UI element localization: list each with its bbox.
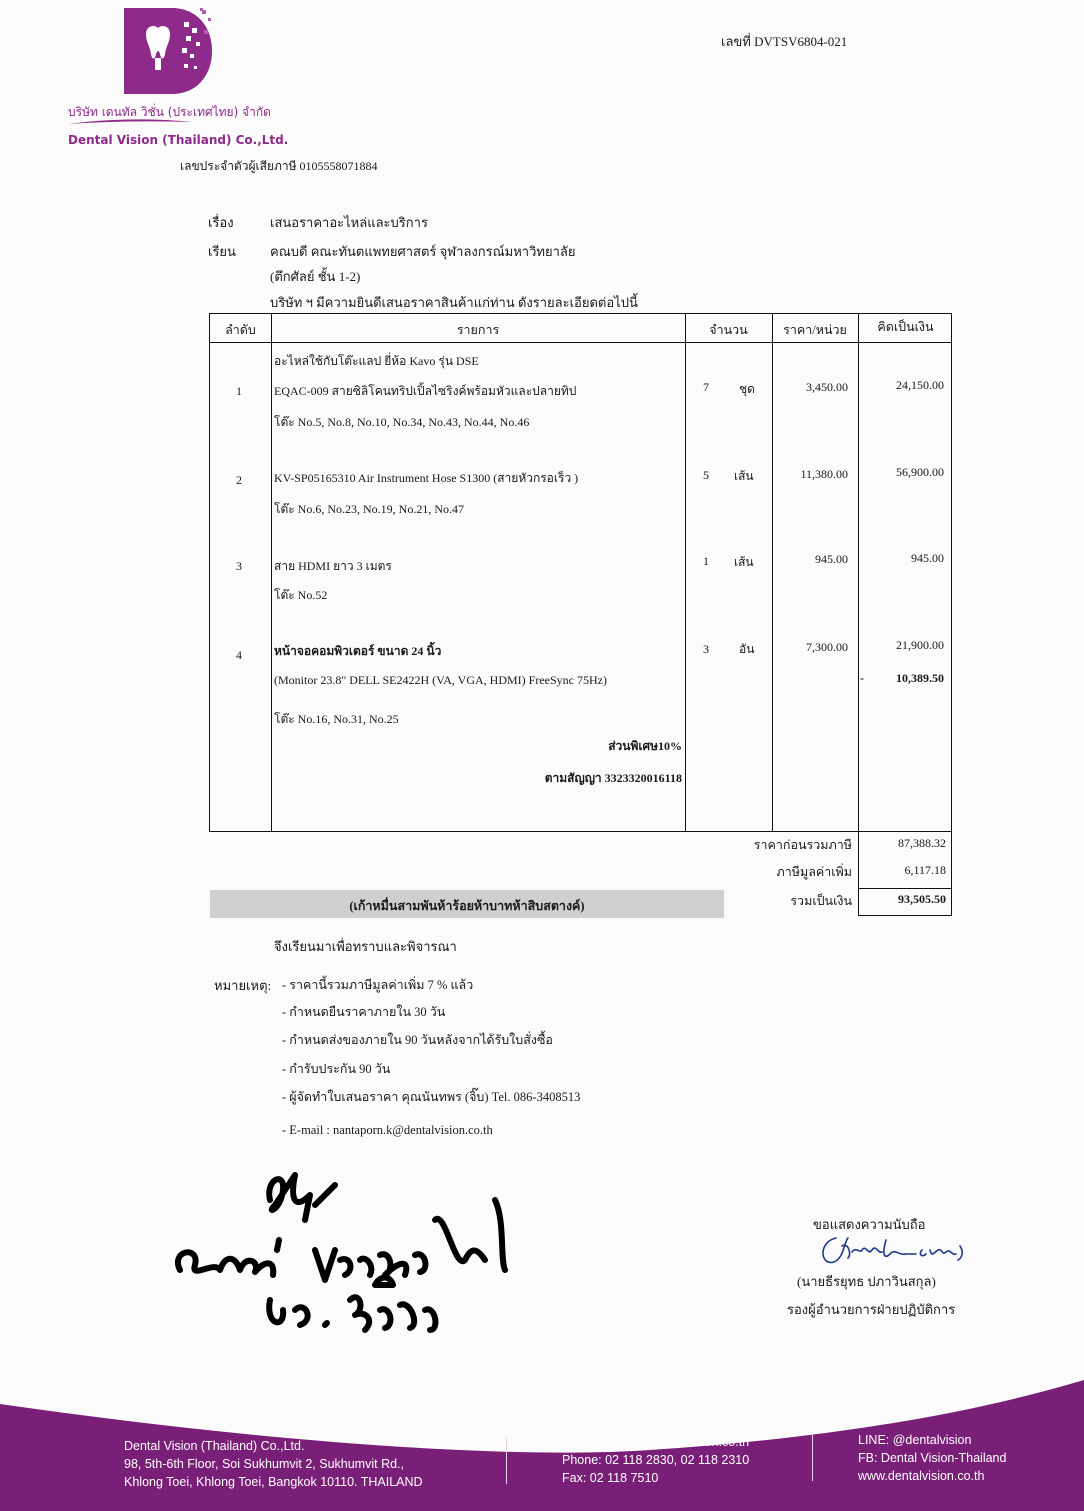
item-line: โต๊ะ No.52: [274, 588, 328, 602]
footer-address-line: 98, 5th-6th Floor, Soi Sukhumvit 2, Sukhumvit Rd.,: [124, 1457, 404, 1471]
logo-swoosh-icon: [68, 118, 193, 126]
table-divider: [685, 314, 686, 831]
recipient-location: (ตึกศัลย์ ชั้น 1-2): [270, 269, 361, 284]
item-line: โต๊ะ No.16, No.31, No.25: [274, 712, 399, 726]
company-logo-icon: [124, 8, 214, 94]
signature-icon: [818, 1232, 968, 1268]
header-unit-price: ราคา/หน่วย: [783, 323, 847, 337]
remark-item: - กำหนดยืนราคาภายใน 30 วัน: [282, 1005, 446, 1019]
row-qty: 1: [703, 554, 709, 568]
row-qty: 7: [703, 380, 709, 394]
signer-title: รองผู้อำนวยการฝ่ายปฏิบัติการ: [787, 1302, 956, 1317]
table-header-divider: [210, 342, 951, 343]
subtotal-value: 87,388.32: [898, 836, 946, 850]
item-line: อะไหล่ใช้กับโต๊ะแลป ยี่ห้อ Kavo รุ่น DSE: [274, 354, 479, 368]
footer-line-id: LINE: @dentalvision: [858, 1433, 972, 1447]
footer-address-block: [124, 1437, 423, 1491]
row-no: 3: [236, 559, 242, 573]
item-line: โต๊ะ No.5, No.8, No.10, No.34, No.43, No.44, No.46: [274, 415, 530, 429]
company-name-english: Dental Vision (Thailand) Co.,Ltd.: [68, 133, 289, 147]
footer-contact-block: [562, 1433, 749, 1487]
row-amount: 21,900.00: [896, 638, 944, 652]
vat-value: 6,117.18: [904, 863, 946, 877]
header-amount: คิดเป็นเงิน: [877, 320, 934, 334]
grand-total-value: 93,505.50: [898, 892, 946, 906]
handwritten-endorsement-icon: [165, 1160, 565, 1350]
amount-in-words: (เก้าหมื่นสามพันห้าร้อยห้าบาทห้าสิบสตางค์): [349, 899, 585, 913]
subject-value: เสนอราคาอะไหล่และบริการ: [270, 215, 428, 230]
row-unit-price: 945.00: [815, 552, 848, 566]
footer-email[interactable]: Email: cs_info@dentalvision.co.th: [562, 1435, 750, 1449]
totals-divider: [859, 888, 951, 889]
remark-item: - E-mail : nantaporn.k@dentalvision.co.th: [282, 1123, 493, 1137]
footer-website[interactable]: www.dentalvision.co.th: [858, 1469, 985, 1483]
vat-label: ภาษีมูลค่าเพิ่ม: [776, 865, 852, 879]
remark-item: - กำหนดส่งของภายใน 90 วันหลังจากได้รับใบสั่งซื้อ: [282, 1033, 553, 1047]
row-no: 4: [236, 648, 242, 662]
row-unit: เส้น: [734, 469, 754, 483]
row-no: 1: [236, 384, 242, 398]
row-unit-price: 7,300.00: [806, 640, 848, 654]
header-no: ลำดับ: [225, 323, 256, 337]
company-name-thai: บริษัท เดนทัล วิชั่น (ประเทศไทย) จำกัด: [68, 105, 271, 119]
signer-name: (นายธีรยุทธ ปภาวินสกุล): [797, 1274, 936, 1289]
footer-fax: Fax: 02 118 7510: [562, 1471, 659, 1485]
remark-item: - ราคานี้รวมภาษีมูลค่าเพิ่ม 7 % แล้ว: [282, 978, 474, 992]
remarks-label: หมายเหตุ:: [214, 978, 272, 993]
row-amount: 56,900.00: [896, 465, 944, 479]
footer-company: Dental Vision (Thailand) Co.,Ltd.: [124, 1439, 305, 1453]
header-item: รายการ: [456, 323, 500, 337]
grand-total-label: รวมเป็นเงิน: [790, 894, 852, 908]
row-qty: 5: [703, 468, 709, 482]
footer-phone: Phone: 02 118 2830, 02 118 2310: [562, 1453, 750, 1467]
discount-label: ส่วนพิเศษ10%: [608, 739, 682, 753]
row-qty: 3: [703, 642, 709, 656]
regards-text: ขอแสดงความนับถือ: [813, 1217, 926, 1232]
row-unit-price: 3,450.00: [806, 380, 848, 394]
item-line: EQAC-009 สายซิลิโคนทริปเปิ้ลไซริงค์พร้อมหัวและปลายทิป: [274, 384, 577, 398]
row-unit: ชุด: [739, 382, 755, 396]
document-number: เลขที่ DVTSV6804-021: [721, 34, 848, 49]
header-qty: จำนวน: [709, 323, 748, 337]
closing-text: จึงเรียนมาเพื่อทราบและพิจารณา: [274, 939, 457, 954]
row-unit: เส้น: [734, 555, 754, 569]
discount-sign: -: [860, 671, 864, 685]
item-line: โต๊ะ No.6, No.23, No.19, No.21, No.47: [274, 502, 465, 516]
row-amount: 945.00: [911, 551, 944, 565]
row-no: 2: [236, 473, 242, 487]
tax-id: เลขประจำตัวผู้เสียภาษี 0105558071884: [180, 159, 378, 173]
subtotal-label: ราคาก่อนรวมภาษี: [753, 838, 852, 852]
intro-text: บริษัท ฯ มีความยินดีเสนอราคาสินค้าแก่ท่าน ดังรายละเอียดต่อไปนี้: [270, 295, 638, 310]
discount-amount: 10,389.50: [896, 671, 944, 685]
footer-divider: [812, 1435, 813, 1481]
row-unit-price: 11,380.00: [800, 467, 848, 481]
recipient-label: เรียน: [208, 244, 236, 259]
footer-divider: [506, 1438, 507, 1484]
remark-item: - กำรับประกัน 90 วัน: [282, 1062, 391, 1076]
row-unit: อัน: [739, 642, 755, 656]
footer-facebook: FB: Dental Vision-Thailand: [858, 1451, 1007, 1465]
subject-label: เรื่อง: [208, 215, 234, 230]
item-line: KV-SP05165310 Air Instrument Hose S1300 (สายหัวกรอเร็ว ): [274, 471, 579, 485]
row-amount: 24,150.00: [896, 378, 944, 392]
item-line: สาย HDMI ยาว 3 เมตร: [274, 559, 392, 573]
remark-item: - ผู้จัดทำใบเสนอราคา คุณนันทพร (จิ๊บ) Tel. 086-3408513: [282, 1090, 581, 1104]
quotation-table: [209, 313, 952, 832]
item-line: หน้าจอคอมพิวเตอร์ ขนาด 24 นิ้ว: [274, 644, 442, 658]
footer-social-block: [858, 1431, 1006, 1485]
recipient-value: คณบดี คณะทันตแพทยศาสตร์ จุฬาลงกรณ์มหาวิทยาลัย: [270, 244, 576, 259]
item-line: (Monitor 23.8" DELL SE2422H (VA, VGA, HDMI) FreeSync 75Hz): [274, 673, 607, 687]
footer-address-line: Khlong Toei, Khlong Toei, Bangkok 10110. THAILAND: [124, 1475, 423, 1489]
contract-number: ตามสัญญา 3323320016118: [544, 771, 682, 785]
